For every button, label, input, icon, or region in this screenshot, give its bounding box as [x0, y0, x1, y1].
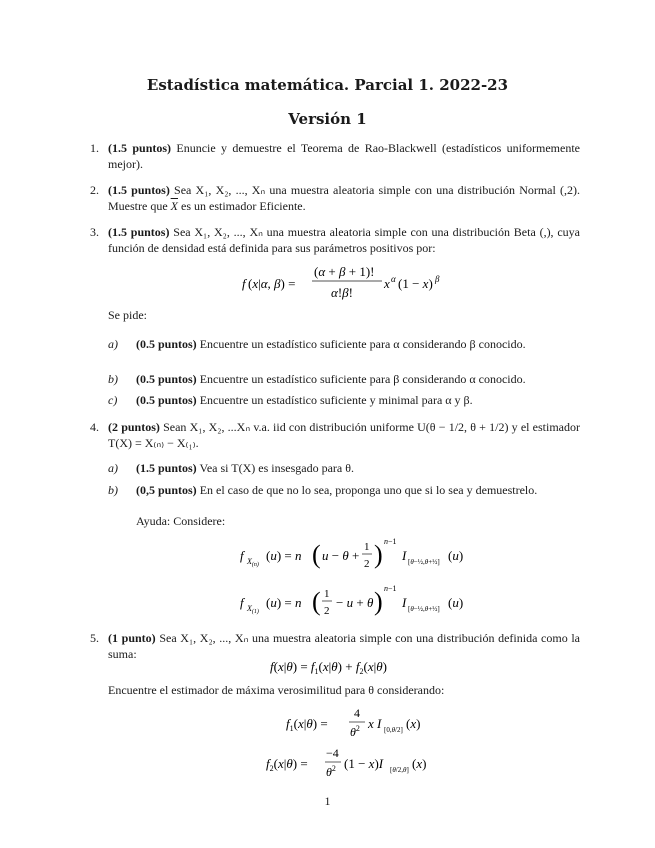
subquestion-points: (0.5 puntos): [136, 393, 197, 407]
svg-text:n−1: n−1: [384, 537, 397, 546]
question-3: [90, 224, 580, 256]
question-points: (2 puntos): [108, 420, 160, 434]
subquestion-points: (1.5 puntos): [136, 461, 197, 475]
subquestion-text: En el caso de que no lo sea, proponga uno que si lo sea y demuestrelo.: [199, 483, 538, 497]
version-heading: Versión 1: [288, 110, 367, 128]
subquestion-3b: [108, 371, 580, 387]
mixture-density-equation: [262, 656, 422, 678]
xbar-symbol: $\overline{X}$: [170, 199, 178, 213]
subquestion-text: Encuentre un estadístico suficiente para α considerando β conocido.: [199, 337, 526, 351]
subquestion-text: Encuentre un estadístico suficiente para β considerando α conocido.: [199, 372, 526, 386]
svg-text:x I: x I: [368, 716, 382, 731]
svg-text:f(x|θ) = f1(x|θ) + f2(x|θ): $f(x|\theta) = f_1(x|\theta) + f_2(x|\theta)$: [270, 659, 387, 676]
question-number: 1.: [90, 141, 99, 155]
question-number: 4.: [90, 420, 99, 434]
svg-text:[θ/2,θ]: [θ/2,θ]: [390, 766, 409, 774]
question-number: 2.: [90, 183, 99, 197]
svg-text:X(n): $X_{(n)}$: [247, 557, 259, 568]
svg-text:f2(x|θ) =: $f_2(x|\theta)$ =: [266, 756, 308, 773]
density-x-max: [240, 537, 463, 570]
density-f2: [266, 746, 426, 779]
svg-text:I: I: [402, 595, 407, 610]
svg-text:1: 1: [324, 588, 330, 600]
density-x-min: [240, 584, 463, 617]
svg-text:x: x: [384, 276, 390, 291]
svg-text:f: f: [242, 276, 246, 291]
svg-text:I: I: [402, 548, 407, 563]
subquestion-text: Vea si T(X) es insesgado para θ.: [199, 461, 354, 475]
subquestion-4b: [108, 482, 580, 498]
svg-text:2: 2: [324, 605, 330, 617]
component-densities: [260, 704, 440, 784]
question-text-end: es un estimador Eficiente.: [181, 199, 306, 213]
svg-text:(u) = n: (u) = n: [266, 548, 302, 563]
subquestion-3c: [108, 392, 580, 408]
subquestion-label: c): [108, 393, 118, 407]
svg-text:u − θ +: u − θ +: [322, 548, 360, 563]
svg-text:− u + θ: − u + θ: [336, 595, 374, 610]
question-number: 5.: [90, 631, 99, 645]
question-points: (1 punto): [108, 631, 156, 645]
svg-text:[0,θ/2]: [0,θ/2]: [384, 726, 403, 734]
svg-text:f: f: [240, 548, 244, 563]
svg-text:n−1: n−1: [384, 584, 397, 593]
svg-text:): ): [374, 587, 383, 616]
question-1: [90, 140, 580, 172]
svg-text:f1(x|θ) =: $f_1(x|\theta)$ =: [286, 716, 328, 733]
question-text: Sea X₁, X₂, ..., Xₙ una muestra aleatoria simple con una distribución definida como la suma:: [108, 631, 581, 661]
svg-text:): ): [374, 540, 383, 569]
svg-text:−4: −4: [326, 746, 339, 760]
svg-text:(: (: [312, 587, 321, 616]
se-pide-label: Se pide:: [108, 308, 147, 322]
svg-text:[θ−½,θ+½]: [θ−½,θ+½]: [408, 558, 440, 566]
question-points: (1.5 puntos): [108, 183, 170, 197]
subquestion-label: a): [108, 337, 118, 351]
subquestion-label: a): [108, 461, 118, 475]
svg-text:(u): (u): [448, 595, 464, 610]
svg-text:(u) = n: (u) = n: [266, 595, 302, 610]
svg-text:f: f: [240, 595, 244, 610]
subquestion-3a: [108, 336, 580, 352]
question-2: [90, 182, 580, 214]
svg-text:(u): (u): [448, 548, 464, 563]
subquestion-4a: [108, 460, 580, 476]
svg-text:(x|α, β) =: (x|α, β) =: [248, 276, 296, 291]
svg-text:(1 − x)I: (1 − x)I: [344, 756, 384, 771]
svg-text:(x): (x): [412, 756, 427, 771]
page-number: 1: [324, 794, 331, 808]
question-text: Sean X₁, X₂, ...Xₙ v.a. iid con distribución uniforme U(θ − 1/2, θ + 1/2) y el estimador T(X) = X₍ₙ₎ − X₍₁₎.: [108, 420, 581, 450]
question-text: Sea X₁, X₂, ..., Xₙ una muestra aleatoria simple con una distribución Normal (,2). Muestre que: [108, 183, 581, 213]
svg-text:θ2: $\theta^2$: [350, 724, 360, 739]
subquestion-label: b): [108, 372, 118, 386]
svg-text:(1 − x): (1 − x): [398, 276, 433, 291]
subquestion-points: (0.5 puntos): [136, 372, 197, 386]
question-number: 3.: [90, 225, 99, 239]
density-f1: [286, 706, 420, 739]
page-title: Estadística matemática. Parcial 1. 2022-23: [146, 76, 509, 94]
question-4: [90, 419, 580, 451]
svg-text:α!β!: α!β!: [331, 285, 353, 300]
svg-text:(x): (x): [406, 716, 421, 731]
subquestion-text: Encuentre un estadístico suficiente y minimal para α y β.: [199, 393, 473, 407]
subquestion-label: b): [108, 483, 118, 497]
svg-text:(: (: [312, 540, 321, 569]
svg-text:(α + β + 1)!: (α + β + 1)!: [314, 264, 375, 279]
ayuda-label: Ayuda: Considere:: [136, 514, 226, 528]
svg-text:θ2: $\theta^2$: [326, 764, 336, 779]
order-statistic-densities: [236, 532, 486, 624]
svg-text:X(1): $X_{(1)}$: [247, 604, 259, 615]
svg-text:β: β: [435, 274, 440, 284]
svg-text:1: 1: [364, 541, 370, 553]
question-text: Enuncie y demuestre el Teorema de Rao-Blackwell (estadísticos uniformemente mejor).: [108, 141, 580, 171]
svg-text:2: 2: [364, 558, 370, 570]
question-points: (1.5 puntos): [108, 141, 172, 155]
question-5-instruction: Encuentre el estimador de máxima verosimilitud para θ considerando:: [108, 683, 445, 697]
svg-text:4: 4: [354, 706, 360, 720]
beta-density-equation: [230, 262, 450, 304]
question-text: Sea X₁, X₂, ..., Xₙ una muestra aleatoria simple con una distribución Beta (,), cuya función de densidad está definida para sus parámetros positivos por:: [108, 225, 580, 255]
question-points: (1.5 puntos): [108, 225, 170, 239]
svg-text:α: α: [391, 274, 396, 284]
subquestion-points: (0.5 puntos): [136, 337, 197, 351]
svg-text:[θ−½,θ+½]: [θ−½,θ+½]: [408, 605, 440, 613]
subquestion-points: (0,5 puntos): [136, 483, 197, 497]
